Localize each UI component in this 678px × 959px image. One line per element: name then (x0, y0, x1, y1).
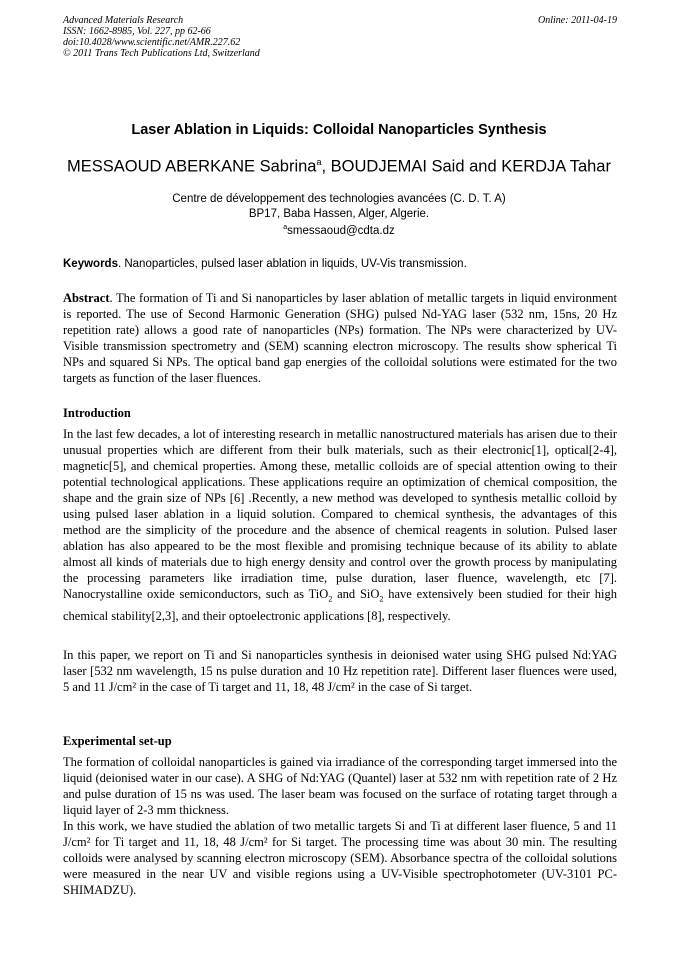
first-author: MESSAOUD ABERKANE Sabrina (67, 157, 317, 176)
experimental-heading: Experimental set-up (63, 734, 172, 748)
affiliation-email-line (0, 221, 678, 238)
journal-header (63, 15, 617, 59)
abstract-paragraph (63, 290, 617, 386)
email-mark: a (283, 224, 288, 231)
introduction-paragraph-2: In this paper, we report on Ti and Si nanoparticles synthesis in deionised water using SHG pulsed Nd:YAG laser [532 nm wavelength, 15 ns pulse duration and 10 Hz repetition rate]. Different laser fluences were used, 5 and 11 J/cm² in the case of Ti target and 11, 18, 48 J/cm² in the case of Si target. (63, 648, 617, 694)
affiliation-line-1: Centre de développement des technologies avancées (C. D. T. A) (172, 193, 506, 205)
copyright-line: © 2011 Trans Tech Publications Ltd, Switzerland (63, 48, 260, 59)
author-list (0, 157, 678, 177)
doi-line: doi:10.4028/www.scientific.net/AMR.227.62 (63, 37, 241, 48)
introduction-heading: Introduction (63, 406, 131, 420)
issn-line: ISSN: 1662-8985, Vol. 227, pp 62-66 (63, 26, 211, 37)
keywords-line (63, 258, 617, 270)
author-affiliation-mark: a (316, 157, 322, 167)
experimental-paragraph-2: In this work, we have studied the ablation of two metallic targets Si and Ti at different laser fluence, 5 and 11 J/cm² for Ti target and 11, 18, 48 J/cm² for Si target. The processing time was about 30 min. The resulting colloids were analysed by scanning electron microscopy (SEM). Absorbance spectra of the colloidal solutions were measured in the near UV and visible regions using a UV-Visible spectrophotometer (UV-3101 PC- SHIMADZU). (63, 819, 617, 897)
affiliation-line-2: BP17, Baba Hassen, Alger, Algerie. (248, 207, 430, 220)
paper-title: Laser Ablation in Liquids: Colloidal Nanoparticles Synthesis (131, 122, 547, 138)
intro-p1-text-b: and SiO (332, 587, 380, 601)
intro-p1-text-c: have extensively been studied for their high chemical stability[2,3], and their optoelectronic applications [8], respectively. (63, 587, 617, 623)
affiliation-block (0, 192, 678, 238)
author-email[interactable]: smessaoud@cdta.dz (287, 224, 395, 237)
introduction-paragraph-1 (63, 426, 617, 624)
intro-p1-text-a: In the last few decades, a lot of interesting research in metallic nanostructured materials has arisen due to their unusual properties which are different from their bulk materials, such as their electronic[1], optical[2-4], magnetic[5], and chemical properties. Among these, metallic colloids are of special attention owing to their potential technological applications. These applications require an optimization of chemical composition, the shape and the grain size of NPs [6] .Recently, a new method was developed to synthesis metallic colloid by using pulsed laser ablation in a liquid solution. Compared to chemical synthesis, the advantages of this method are the simplicity of the procedure and the absence of chemical reagents in solution. Pulsed laser ablation has also appeared to be the most flexible and promising technique because of its ability to ablate almost all kinds of materials due to high energy density and control over the growth process by manipulating the processing parameters like irradiation time, pulse duration, laser fluence, wavelength, etc [7]. Nanocrystalline oxide semiconductors, such as TiO (63, 427, 617, 601)
keywords-text: . Nanoparticles, pulsed laser ablation in liquids, UV-Vis transmission. (117, 258, 467, 270)
experimental-paragraph-1: The formation of colloidal nanoparticles is gained via irradiance of the corresponding target immersed into the liquid (deionised water in our case). A SHG of Nd:YAG (Quantel) laser at 532 nm with repetition rate of 2 Hz and pulse duration of 15 ns was used. The laser beam was focused on the surface of rotating target through a liquid layer of 2-3 mm thickness. (63, 755, 617, 817)
tio2-subscript: 2 (328, 594, 333, 604)
sio2-subscript: 2 (379, 594, 384, 604)
other-authors: , BOUDJEMAI Said and KERDJA Tahar (321, 157, 611, 176)
online-date: Online: 2011-04-19 (538, 15, 617, 26)
journal-name: Advanced Materials Research (63, 15, 184, 26)
abstract-label: Abstract (63, 291, 110, 305)
abstract-text: . The formation of Ti and Si nanoparticles by laser ablation of metallic targets in liquid environment is reported. The use of Second Harmonic Generation (SHG) pulsed Nd-YAG laser (532 nm, 15ns, 20 Hz repetition rate) allows a good rate of nanoparticles (NPs) formation. The NPs were characterized by UV-Visible transmission spectrometry and (SEM) scanning electron microscopy. The results show spherical Ti NPs and squared Si NPs. The optical band gap energies of the colloidal solutions were estimated for the two targets as function of the laser fluences. (63, 291, 617, 385)
keywords-label: Keywords (63, 258, 118, 270)
